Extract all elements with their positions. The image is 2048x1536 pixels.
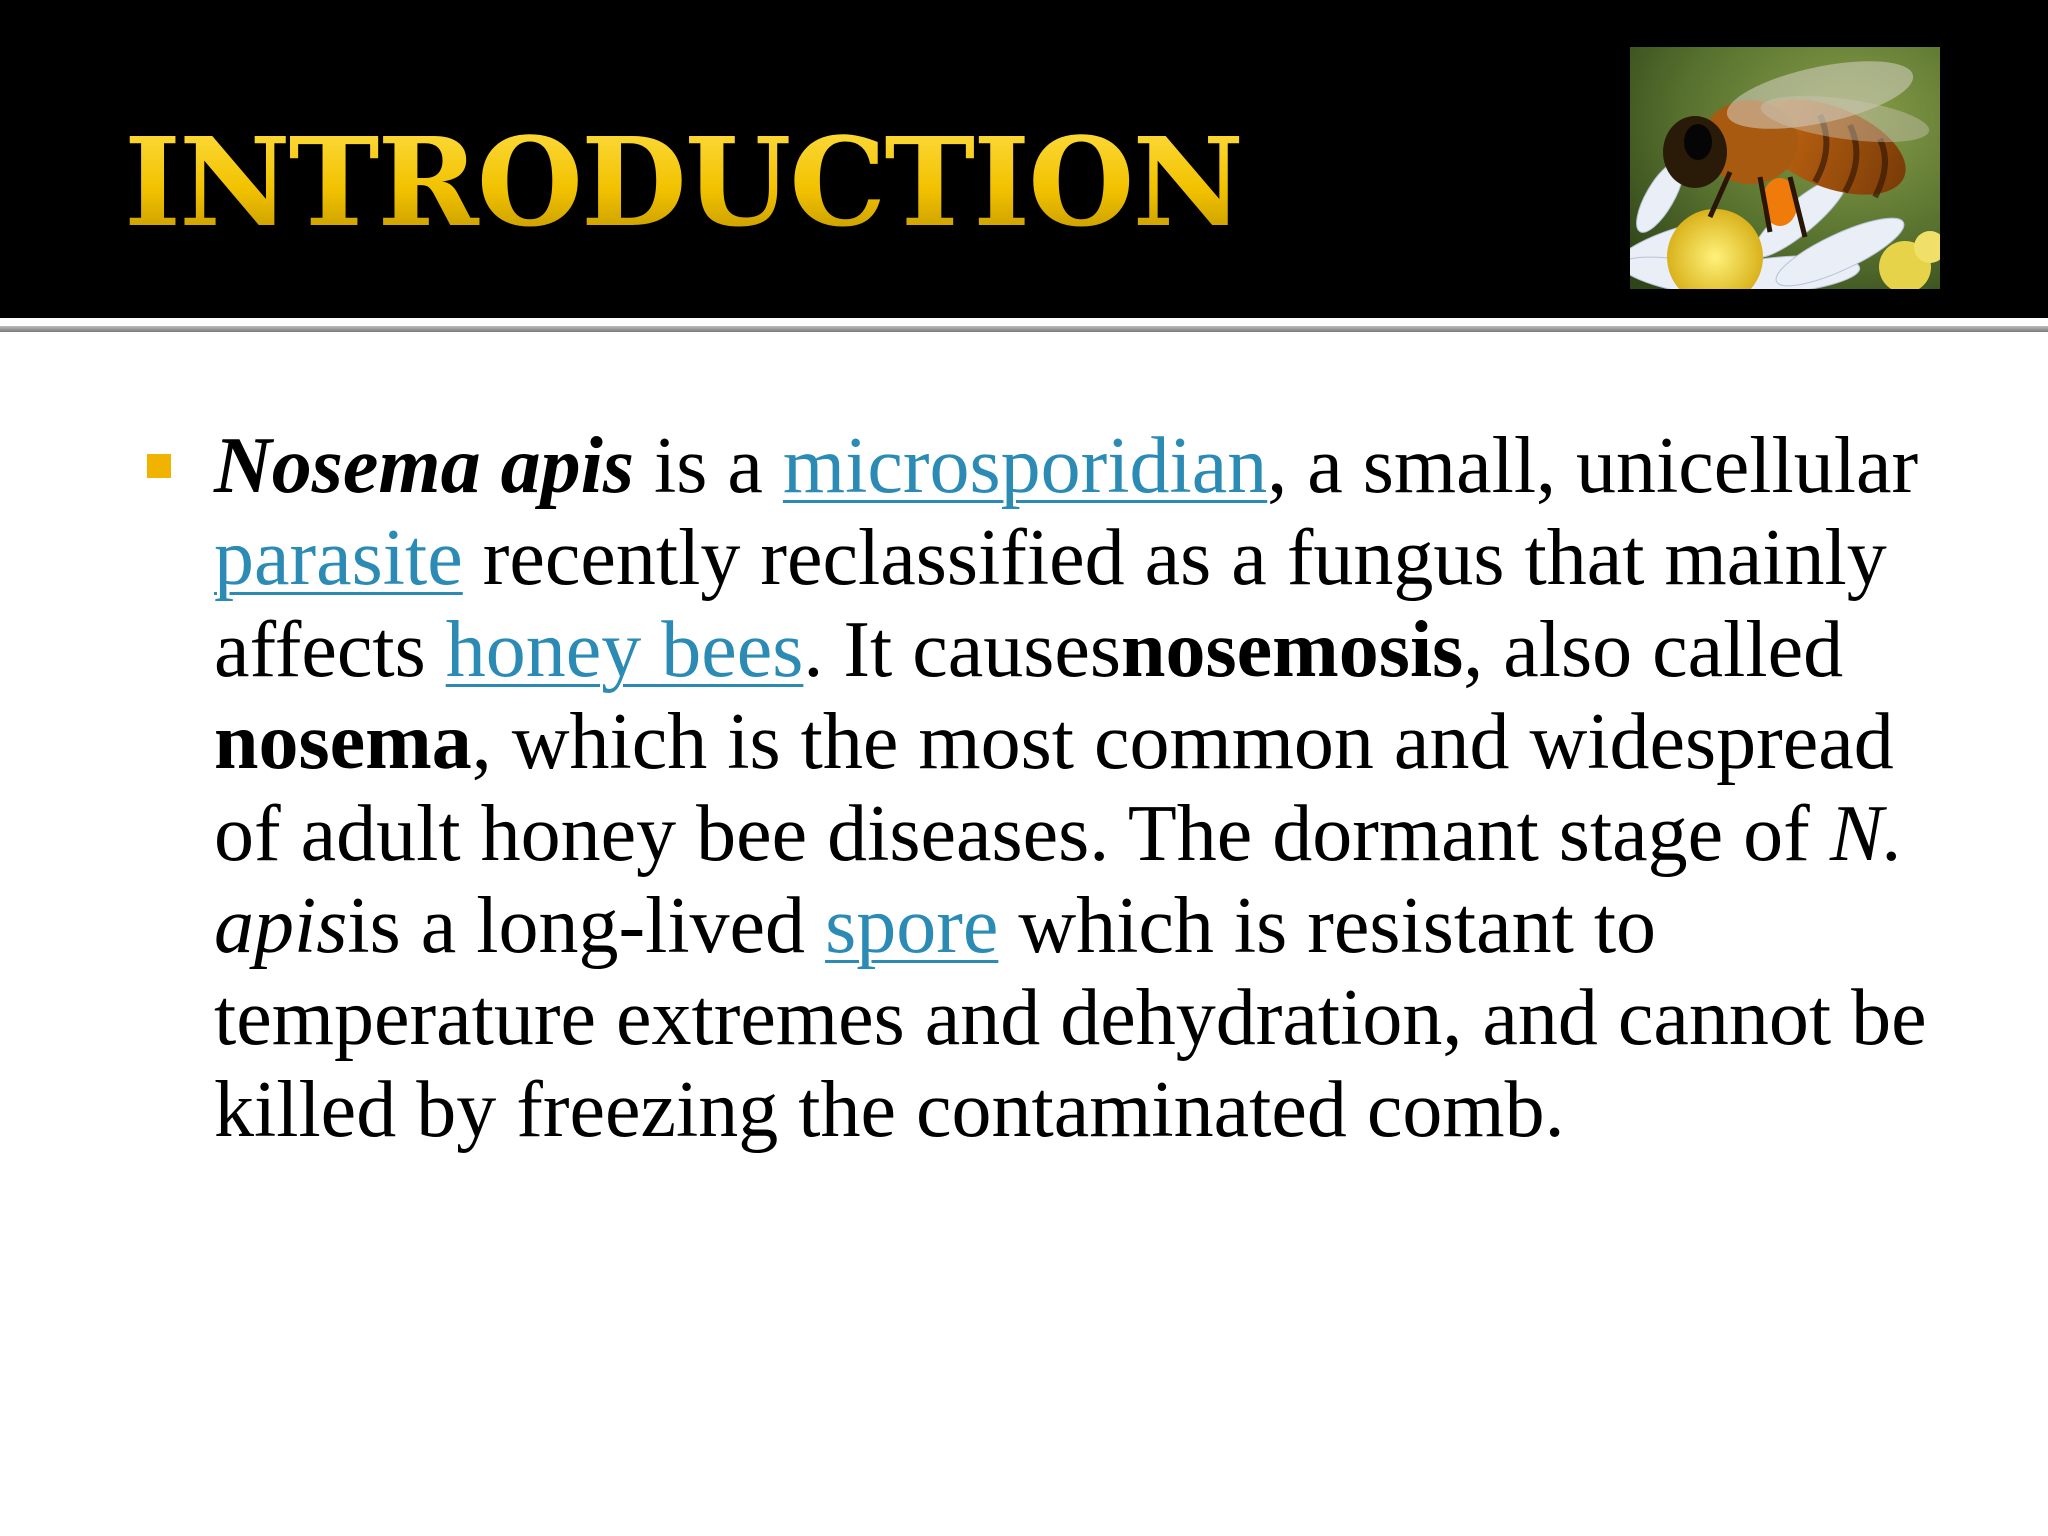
- header-divider: [0, 326, 2048, 332]
- text-segment: which is resistant to temperature extremes and dehydration, and cannot be killed by freezing the contaminated comb.: [214, 882, 1927, 1154]
- term-nosemosis: nosemosis: [1121, 606, 1464, 694]
- term-n-apis: N. apis: [214, 790, 1904, 970]
- text-segment: . It causes: [803, 606, 1122, 694]
- text-segment: , which is the most common and widespread of adult honey bee diseases. The dormant stage of: [214, 698, 1894, 878]
- link-spore[interactable]: spore: [825, 882, 999, 970]
- link-microsporidian[interactable]: microsporidian: [782, 422, 1268, 510]
- text-segment: , also called: [1463, 606, 1844, 694]
- bee-photo: [1630, 47, 1940, 289]
- link-honey-bees[interactable]: honey bees: [445, 606, 804, 694]
- bullet-marker: [147, 454, 171, 478]
- text-segment: is a: [634, 422, 783, 510]
- text-segment: is a long-lived: [347, 882, 826, 970]
- bullet-paragraph: [214, 420, 1974, 1156]
- text-segment: recently reclassified as a fungus that mainly affects: [214, 514, 1887, 694]
- link-parasite[interactable]: parasite: [214, 514, 463, 602]
- term-nosema-apis: Nosema apis: [214, 422, 634, 510]
- text-segment: , a small, unicellular: [1267, 422, 1919, 510]
- bee-on-flower-image: [1630, 47, 1940, 289]
- term-nosema: nosema: [214, 698, 472, 786]
- slide-title: INTRODUCTION: [124, 110, 1242, 254]
